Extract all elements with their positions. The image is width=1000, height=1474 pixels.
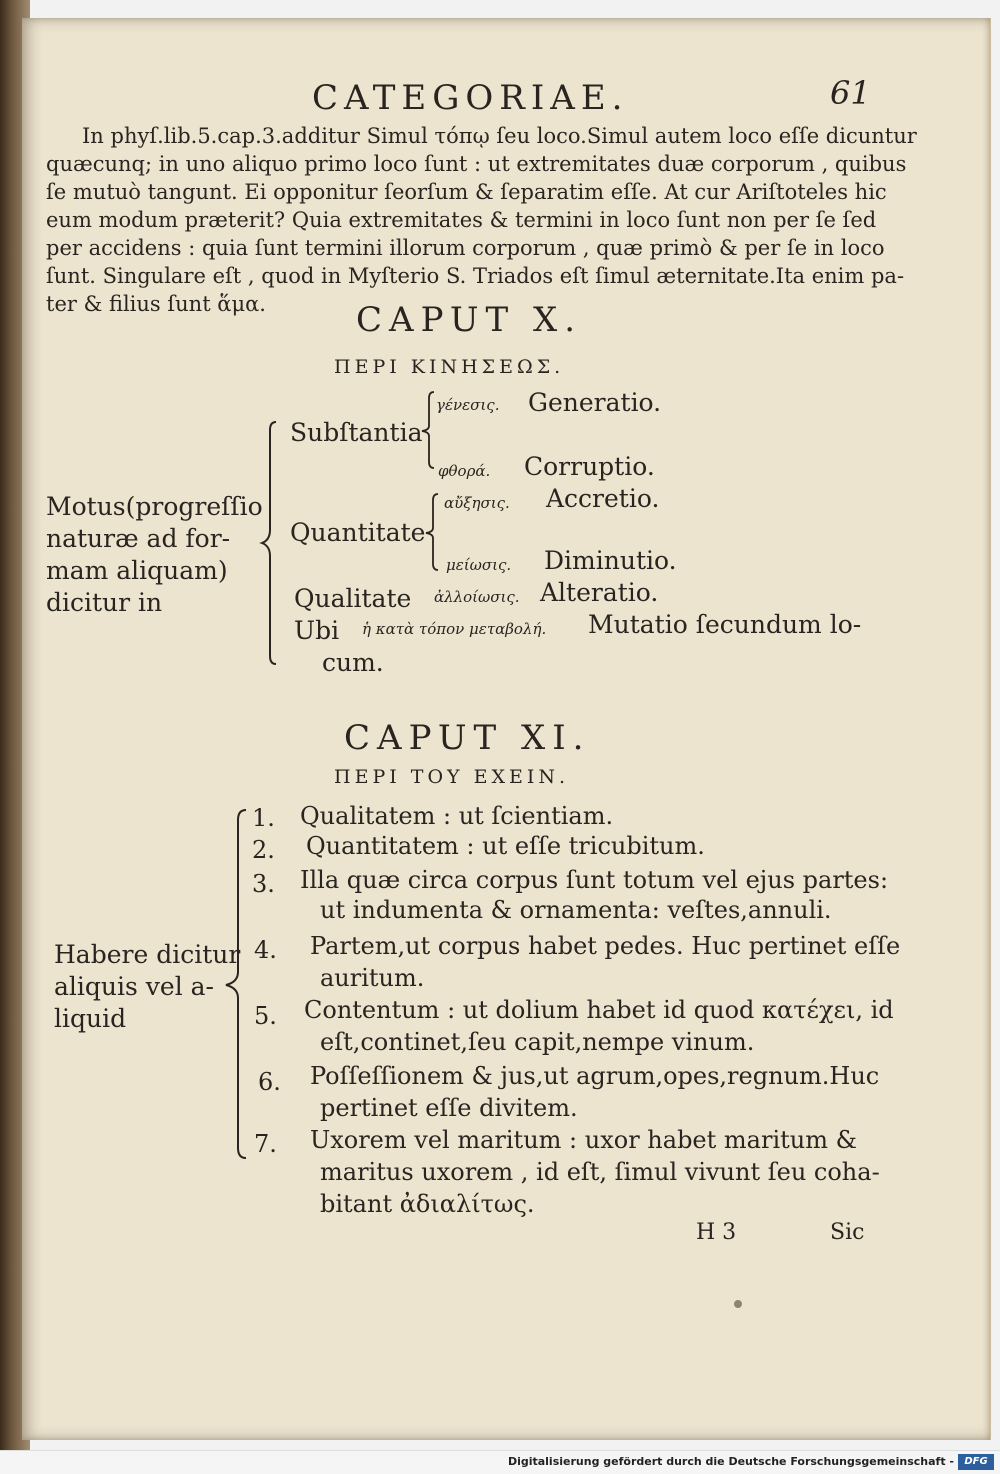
item-text: Contentum : ut dolium habet id quod κατέχει, id — [304, 996, 894, 1024]
signature-mark: H 3 — [696, 1220, 737, 1245]
item-text: auritum. — [320, 964, 425, 992]
digitization-note: Digitalisierung gefördert durch die Deutsche Forschungsgemeinschaft - — [507, 1455, 954, 1468]
main-brace-icon — [258, 420, 280, 666]
digitization-footer — [0, 1450, 1000, 1474]
latin-term: Alteratio. — [540, 578, 659, 607]
greek-term: ἀλλοίωσις. — [434, 588, 520, 606]
item-text: Poſſeſſionem & jus,ut agrum,opes,regnum.Huc — [310, 1062, 880, 1090]
greek-term: μείωσις. — [446, 556, 512, 574]
caput-xi-title: CAPUT XI. — [344, 718, 591, 758]
item-number: 3. — [252, 870, 275, 898]
substantia-brace-icon — [420, 390, 436, 470]
item-number: 1. — [252, 804, 275, 832]
book-page — [22, 18, 991, 1440]
qualitate-label: Qualitate — [294, 584, 412, 613]
motus-label-line: naturæ ad for- — [46, 524, 231, 553]
item-text: eſt,continet,ſeu capit,nempe vinum. — [320, 1028, 755, 1056]
paragraph-line: ter & filius ſunt ἅμα. — [46, 292, 266, 316]
item-text: pertinet eſſe divitem. — [320, 1094, 578, 1122]
item-number: 7. — [254, 1130, 277, 1158]
greek-term: αὔξησις. — [444, 494, 510, 512]
quantitate-label: Quantitate — [290, 518, 426, 547]
item-number: 2. — [252, 836, 275, 864]
habere-brace-icon — [222, 808, 250, 1160]
ubi-label: Ubi — [294, 616, 340, 645]
latin-term: Generatio. — [528, 388, 662, 417]
item-number: 4. — [254, 936, 277, 964]
greek-term: φθορά. — [438, 462, 491, 480]
habere-label-line: liquid — [54, 1004, 127, 1033]
caput-xi-greek-heading: ΠΕΡΙ ΤΟΥ ΕΧΕΙΝ. — [334, 766, 570, 788]
greek-term: ἡ κατὰ τόπον μεταβολή. — [362, 620, 547, 638]
habere-label-line: Habere dicitur — [54, 940, 241, 969]
latin-term: Diminutio. — [544, 546, 677, 575]
quantitate-brace-icon — [424, 492, 440, 572]
latin-term: Mutatio ſecundum lo- — [588, 610, 862, 639]
paragraph-line: eum modum præterit? Quia extremitates & termini in loco ſunt non per ſe ſed — [46, 208, 877, 232]
motus-label-line: Motus(progreſſio — [46, 492, 263, 521]
item-text: Uxorem vel maritum : uxor habet maritum & — [310, 1126, 857, 1154]
item-number: 6. — [258, 1068, 281, 1096]
motus-label-line: mam aliquam) — [46, 556, 228, 585]
latin-term: Corruptio. — [524, 452, 655, 481]
paper-spot — [734, 1300, 742, 1308]
item-text: Illa quæ circa corpus ſunt totum vel ejus partes: — [300, 866, 889, 894]
dfg-logo[interactable]: DFG — [958, 1454, 994, 1470]
item-text: Qualitatem : ut ſcientiam. — [300, 802, 614, 830]
item-text: maritus uxorem , id eſt, ſimul vivunt ſeu coha- — [320, 1158, 880, 1186]
item-text: ut indumenta & ornamenta: veſtes,annuli. — [320, 896, 832, 924]
habere-label-line: aliquis vel a- — [54, 972, 214, 1001]
item-text: bitant ἀδιαλίτως. — [320, 1190, 535, 1218]
paragraph-line: per accidens : quia ſunt termini illorum corporum , quæ primò & per ſe in loco — [46, 236, 885, 260]
running-title: CATEGORIAE. — [312, 78, 629, 118]
motus-label-line: dicitur in — [46, 588, 163, 617]
caput-x-title: CAPUT X. — [356, 300, 582, 340]
item-number: 5. — [254, 1002, 277, 1030]
paragraph-line: quæcunq; in uno aliquo primo loco ſunt : ut extremitates duæ corporum , quibus — [46, 152, 907, 176]
paragraph-line: In phyſ.lib.5.cap.3.additur Simul τόπῳ ſeu loco.Simul autem loco eſſe dicuntur — [82, 124, 917, 148]
catchword: Sic — [830, 1220, 865, 1245]
paragraph-line: ſe mutuò tangunt. Ei opponitur ſeorſum & ſeparatim eſſe. At cur Ariſtoteles hic — [46, 180, 887, 204]
page-number: 61 — [830, 74, 871, 112]
latin-term-continued: cum. — [322, 648, 384, 677]
item-text: Partem,ut corpus habet pedes. Huc pertinet eſſe — [310, 932, 901, 960]
substantia-label: Subſtantia — [290, 418, 423, 447]
paragraph-line: ſunt. Singulare eſt , quod in Myſterio S. Triados eſt ſimul æternitate.Ita enim pa- — [46, 264, 905, 288]
latin-term: Accretio. — [546, 484, 660, 513]
item-text: Quantitatem : ut eſſe tricubitum. — [306, 832, 705, 860]
caput-x-greek-heading: ΠΕΡΙ ΚΙΝΗΣΕΩΣ. — [334, 356, 565, 378]
greek-term: γένεσις. — [436, 396, 500, 414]
